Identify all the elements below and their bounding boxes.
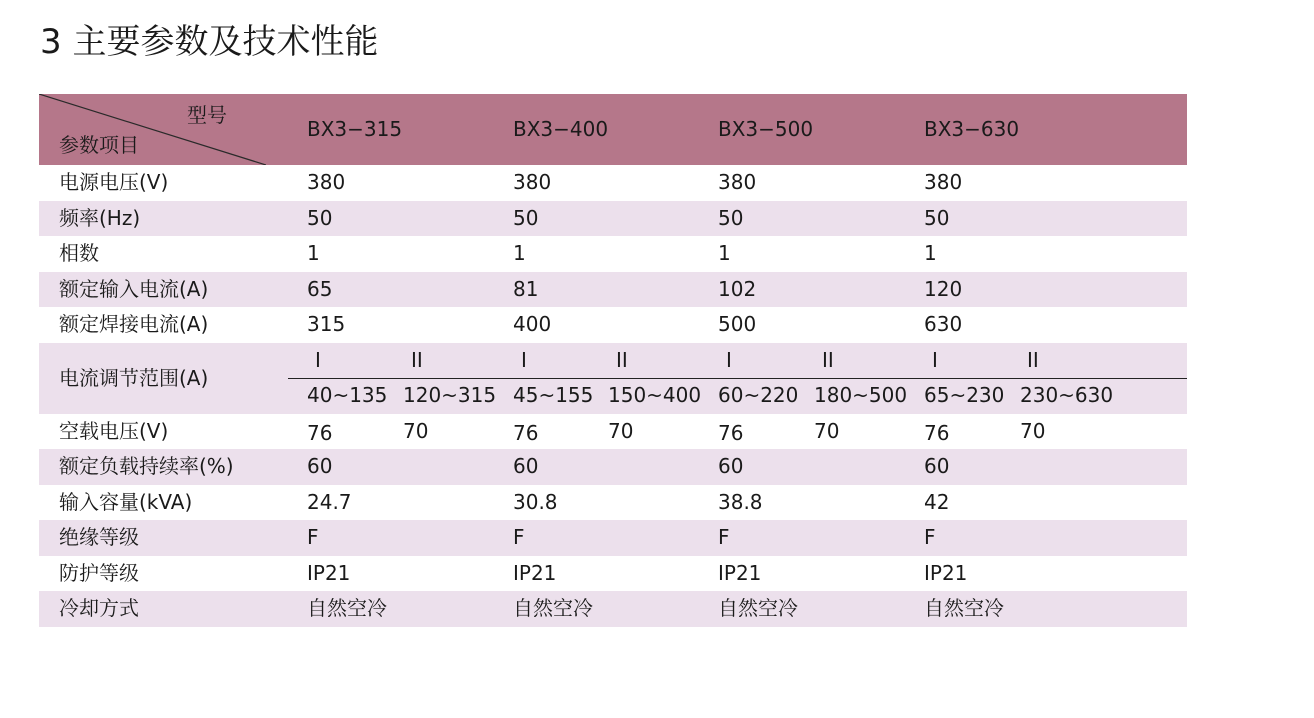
cell: 380 [924,170,963,194]
cell: 630 [924,312,963,336]
gear-label: I [726,347,732,372]
row-label: 防护等级 [59,560,139,585]
table-row [39,201,1187,237]
cell: 50 [307,205,333,230]
table-row [39,556,1187,592]
cell: 60 [513,454,539,478]
row-label: 额定焊接电流(A) [59,312,209,336]
header-param-label: 参数项目 [59,133,139,157]
cell: 24.7 [307,489,352,514]
model-bx3-315: BX3−315 [307,117,403,141]
cell: IP21 [307,560,351,585]
table-row-current-range [39,343,1187,414]
cell: 400 [513,312,552,336]
cell: 自然空冷 [924,596,1004,620]
row-label: 频率(Hz) [59,205,141,230]
model-bx3-400: BX3−400 [513,117,609,141]
cell: 60~220 [718,383,799,407]
cell: 自然空冷 [718,596,798,620]
row-label: 额定输入电流(A) [59,276,209,301]
cell: 120~315 [403,383,497,407]
cell: 76 [307,420,333,445]
gear-label: II [411,347,423,372]
cell: 1 [307,241,320,265]
model-bx3-630: BX3−630 [924,117,1020,141]
cell: 70 [814,418,840,443]
cell: 40~135 [307,383,388,407]
table-header [39,94,1187,165]
gear-label: II [1027,347,1039,372]
cell: 38.8 [718,489,763,514]
cell: 380 [513,170,552,194]
cell: 102 [718,276,757,301]
gear-label: I [932,347,938,372]
cell: 380 [718,170,757,194]
cell: 60 [924,454,950,478]
cell: 50 [718,205,744,230]
table-row [39,485,1187,521]
cell: 1 [513,241,526,265]
cell: 76 [513,420,539,445]
cell: 30.8 [513,489,558,514]
cell: F [718,525,730,549]
row-label: 电源电压(V) [59,170,169,194]
cell: F [307,525,319,549]
row-label: 绝缘等级 [59,525,139,549]
table-row [39,449,1187,485]
cell: F [924,525,936,549]
row-label: 空载电压(V) [59,418,169,443]
cell: 230~630 [1020,383,1114,407]
cell: IP21 [513,560,557,585]
cell: 81 [513,276,539,301]
table-row [39,236,1187,272]
cell: F [513,525,525,549]
gear-label: II [616,347,628,372]
cell: 45~155 [513,383,594,407]
cell: 76 [924,420,950,445]
cell: 65 [307,276,333,301]
row-label: 冷却方式 [59,596,139,620]
gear-label: II [822,347,834,372]
cell: 50 [924,205,950,230]
gear-label: I [521,347,527,372]
row-label: 电流调节范围(A) [59,365,209,390]
cell: 50 [513,205,539,230]
cell: 70 [403,418,429,443]
row-label: 额定负载持续率(%) [59,454,234,478]
cell: 自然空冷 [307,596,387,620]
model-bx3-500: BX3−500 [718,117,814,141]
cell: 60 [718,454,744,478]
cell: 500 [718,312,757,336]
cell: IP21 [924,560,968,585]
table-row [39,591,1187,627]
gear-label: I [315,347,321,372]
table-row [39,520,1187,556]
table-row [39,272,1187,308]
cell: 180~500 [814,383,908,407]
cell: 1 [924,241,937,265]
page-title: 3 主要参数及技术性能 [40,22,379,62]
cell: 1 [718,241,731,265]
cell: IP21 [718,560,762,585]
row-label: 相数 [59,241,99,265]
cell: 76 [718,420,744,445]
spec-table [39,94,1187,627]
row-label: 输入容量(kVA) [59,489,193,514]
cell: 380 [307,170,346,194]
cell: 70 [1020,418,1046,443]
table-row [39,307,1187,343]
table-row [39,414,1187,450]
cell: 42 [924,489,950,514]
cell: 65~230 [924,383,1005,407]
cell: 120 [924,276,963,301]
cell: 315 [307,312,346,336]
cell: 70 [608,418,634,443]
table-row [39,165,1187,201]
cell: 150~400 [608,383,702,407]
header-type-label: 型号 [187,103,227,127]
cell: 60 [307,454,333,478]
cell: 自然空冷 [513,596,593,620]
